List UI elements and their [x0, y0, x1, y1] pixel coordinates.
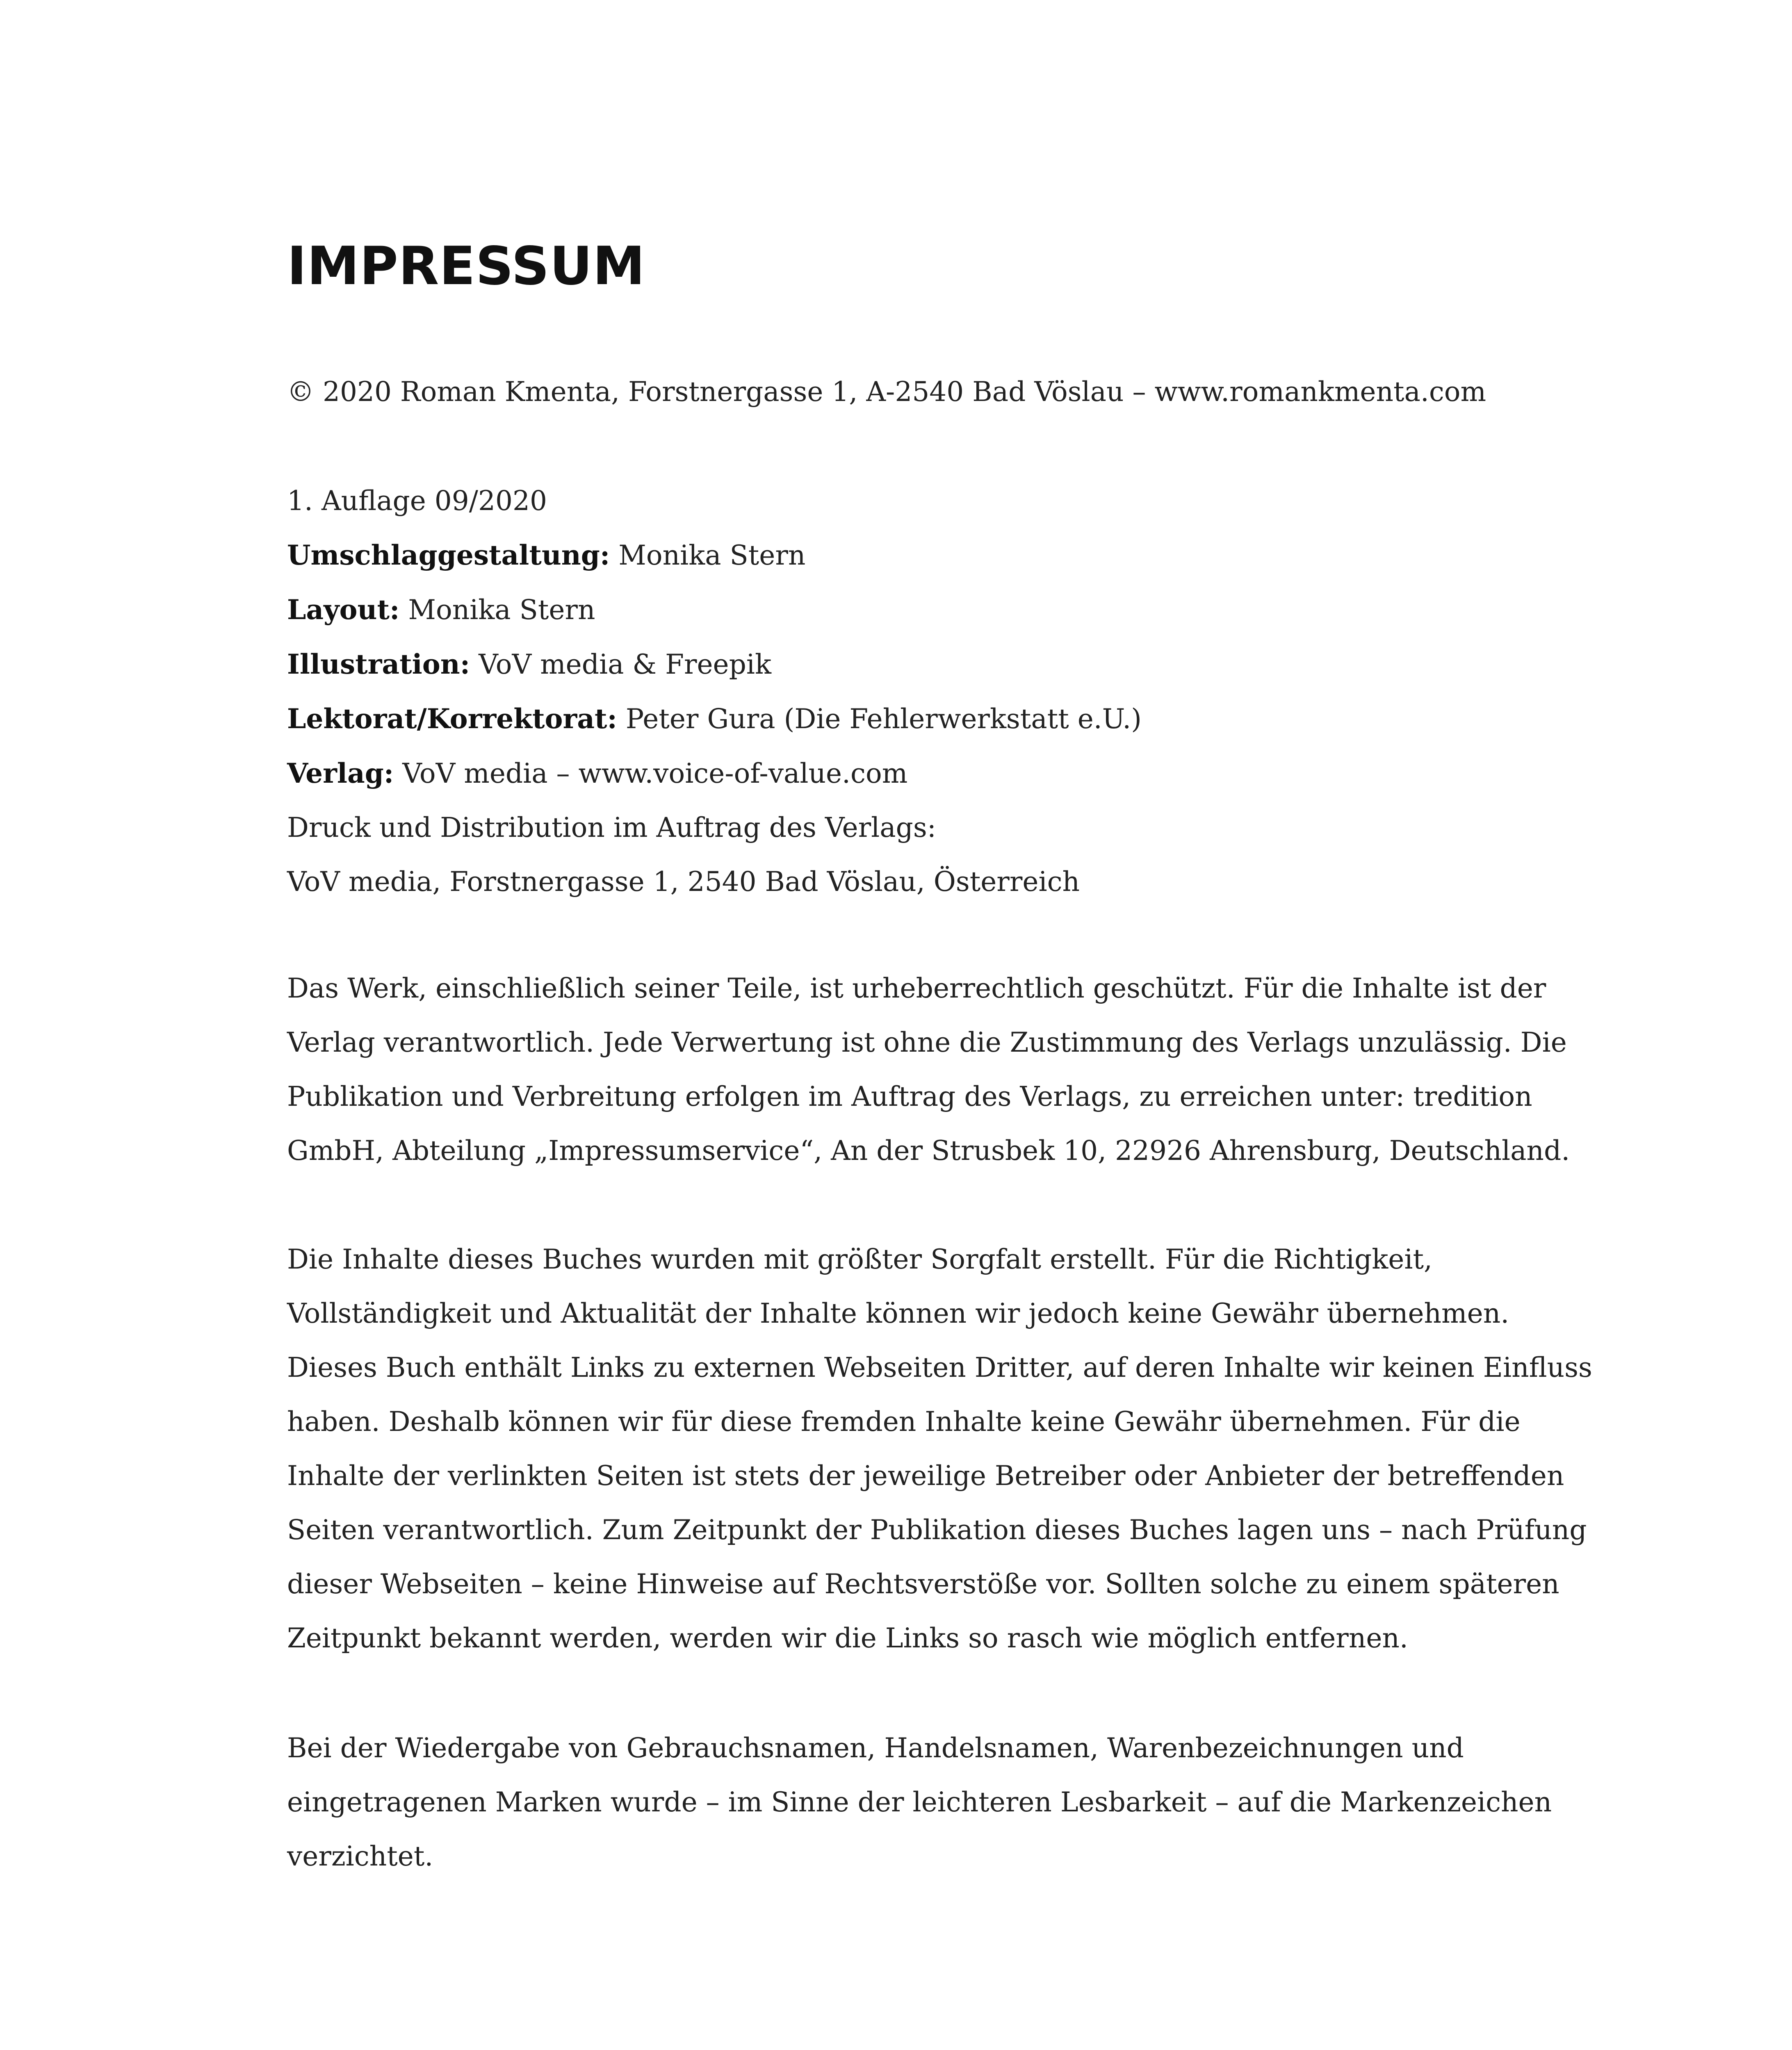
credit-value: Monika Stern: [408, 594, 595, 626]
text-line: Publikation und Verbreitung erfolgen im Auftrag des Verlags, zu erreichen unter: tredition: [287, 1081, 1532, 1112]
distribution-line-1: Druck und Distribution im Auftrag des Verlags:: [287, 812, 936, 843]
edition-line: 1. Auflage 09/2020: [287, 485, 547, 517]
copyright-notice-paragraph: [287, 961, 1570, 1178]
page-title: IMPRESSUM: [287, 236, 645, 297]
credit-illustration: [287, 637, 1142, 692]
credit-value: Peter Gura (Die Fehlerwerkstatt e.U.): [625, 703, 1142, 735]
text-line: dieser Webseiten – keine Hinweise auf Rechtsverstöße vor. Sollten solche zu einem späteren: [287, 1568, 1559, 1600]
text-line: Bei der Wiedergabe von Gebrauchsnamen, Handelsnamen, Warenbezeichnungen und: [287, 1732, 1464, 1764]
credit-publisher: [287, 746, 1142, 801]
text-line: eingetragenen Marken wurde – im Sinne der leichteren Lesbarkeit – auf die Markenzeichen: [287, 1786, 1552, 1818]
text-line: GmbH, Abteilung „Impressumservice“, An der Strusbek 10, 22926 Ahrensburg, Deutschland.: [287, 1135, 1570, 1166]
text-line: Vollständigkeit und Aktualität der Inhalte können wir jedoch keine Gewähr übernehmen.: [287, 1298, 1509, 1329]
credit-layout: [287, 583, 1142, 637]
distribution-line-2: VoV media, Forstnergasse 1, 2540 Bad Vöslau, Österreich: [287, 866, 1080, 897]
disclaimer-paragraph: [287, 1232, 1592, 1665]
credit-label: Illustration:: [287, 648, 470, 680]
text-line: Verlag verantwortlich. Jede Verwertung ist ohne die Zustimmung des Verlags unzulässig. Die: [287, 1027, 1567, 1058]
credit-label: Lektorat/Korrektorat:: [287, 703, 617, 735]
credit-value: VoV media – www.voice-of-value.com: [402, 758, 908, 789]
credit-value: Monika Stern: [618, 540, 806, 571]
credit-value: VoV media & Freepik: [479, 649, 771, 680]
text-line: verzichtet.: [287, 1840, 433, 1872]
text-line: Die Inhalte dieses Buches wurden mit größter Sorgfalt erstellt. Für die Richtigkeit,: [287, 1244, 1432, 1275]
credit-label: Verlag:: [287, 757, 394, 789]
credit-label: Layout:: [287, 594, 400, 626]
text-line: Seiten verantwortlich. Zum Zeitpunkt der Publikation dieses Buches lagen uns – nach Prüfung: [287, 1514, 1587, 1546]
text-line: Zeitpunkt bekannt werden, werden wir die Links so rasch wie möglich entfernen.: [287, 1622, 1408, 1654]
text-line: Inhalte der verlinkten Seiten ist stets der jeweilige Betreiber oder Anbieter der betreffenden: [287, 1460, 1564, 1492]
credits-list: [287, 474, 1142, 909]
text-line: Das Werk, einschließlich seiner Teile, ist urheberrechtlich geschützt. Für die Inhalte ist der: [287, 973, 1546, 1004]
credit-label: Umschlaggestaltung:: [287, 539, 610, 571]
text-line: Dieses Buch enthält Links zu externen Webseiten Dritter, auf deren Inhalte wir keinen Einfluss: [287, 1352, 1592, 1383]
copyright-line: © 2020 Roman Kmenta, Forstnergasse 1, A-2540 Bad Vöslau – www.romankmenta.com: [287, 376, 1486, 408]
text-line: haben. Deshalb können wir für diese fremden Inhalte keine Gewähr übernehmen. Für die: [287, 1406, 1521, 1437]
credit-editing: [287, 692, 1142, 746]
credit-cover-design: [287, 528, 1142, 583]
trademark-paragraph: [287, 1721, 1550, 1884]
